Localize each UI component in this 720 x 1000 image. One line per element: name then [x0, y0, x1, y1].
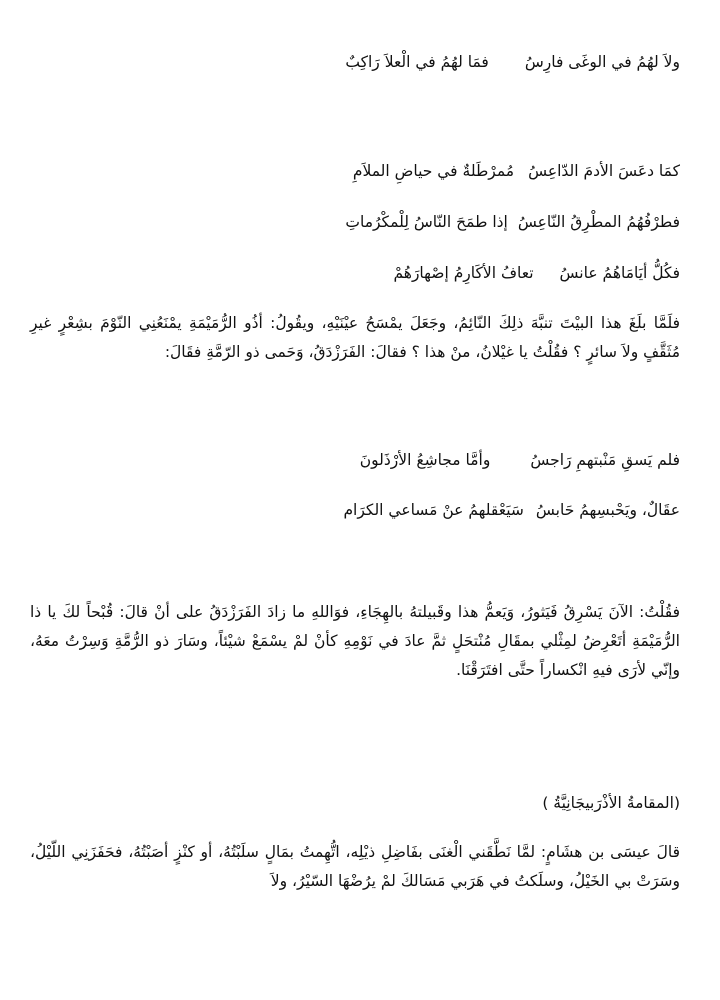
verse-first-hemistich: مُمرْطَلةٌ في حياضِ الملاَمِ	[352, 162, 515, 180]
paragraph: قالَ عيسَى بن هشَامٍ: لمَّا نَطَّقَني الْغنَى بفَاضِلِ ذيْلِه، اتُّهِمتُ بمَالٍ سلَبْتُهُ، أو كنْزٍ أصَبْتُهُ، فحَفَزَنِي اللّيْلُ، وسَرَتْ بي الخَيْلُ، وسلَكتُ في هَرَبي مَسَالكَ لمْ يرُضْهَا السّيْرُ، ولاَ	[30, 843, 680, 890]
verse-first-hemistich: سَيَعْقلهمُ عنْ مَساعي الكرَام	[343, 501, 524, 519]
verse-second-hemistich: فطرْفُهُمُ المطْرِقُ النّاعِسُ	[517, 213, 680, 231]
verse-line	[343, 499, 680, 521]
paragraph: فقُلْتُ: الآنَ يَسْرِقُ فَيَثورُ، وَيَعمُّ هذا وقَبيلتهُ بالهِجَاءِ، فوَاللهِ ما زادَ الفَرَزْدَقُ على أنْ قالَ: قُبْحاً لكَ يا ذا الرُّمَيْمَةِ أتَعْرِضُ لمِثْلي بمقَالِ مُنْتحَلٍ ثمَّ عادَ في نَوْمِهِ كأنْ لمْ يسْمَعْ شيْئاً، وسَارَ ذو الرُّمَّةِ وَسِرْتُ معَهُ، وإنّي لأرَى فيهِ انْكساراً حتَّى افتَرَقْنَا.	[30, 603, 680, 679]
verse-first-hemistich: وأمَّا مجاشِعُ الأرْذَلونَ	[359, 451, 491, 469]
verse-first-hemistich: تعافُ الأكَارِمُ إصْهارَهُمْ	[393, 264, 534, 282]
verse-first-hemistich: إذا طمَحَ النّاسُ لِلْمكْرُماتِ	[345, 213, 508, 231]
verse-line	[345, 211, 680, 233]
verse-line	[393, 262, 680, 284]
verse-second-hemistich: فكُلُّ أيَامَاهُمُ عانسُ	[559, 264, 680, 282]
verse-line	[345, 51, 680, 73]
verse-second-hemistich: كمَا دعَسَ الأدمَ الدّاعِسُ	[528, 162, 680, 180]
verse-second-hemistich: ولاَ لهُمُ في الوغَى فارِسُ	[524, 53, 680, 71]
verse-line	[360, 449, 680, 471]
verse-second-hemistich: فلم يَسقِ مَنْبتهمِ رَاجسُ	[530, 451, 680, 469]
verse-line	[353, 160, 680, 182]
verse-first-hemistich: فمَا لهُمُ في الْعلاَ رَاكِبٌ	[345, 53, 489, 71]
paragraph: فلَمَّا بلَغَ هذا البيْتَ تنبَّهَ ذلِكَ النّائِمُ، وجَعَلَ يمْسَحُ عيْنَيْهِ، ويقُولُ: أذُو الرُّمَيْمَةِ يمْنَعُنِي النّوْمَ بشِعْرٍ غيرِ مُثَقَّفٍ ولاَ سائرٍ ؟ فقُلْتُ يا غيْلانُ، منْ هذا ؟ فقالَ: الفَرَزْدَقُ، وَحَمى ذو الرّمَّةِ فقَالَ:	[30, 314, 680, 361]
verse-second-hemistich: عقَالٌ، ويَحْبسِهمُ حَابسُ	[535, 501, 680, 519]
section-heading: (المقامةُ الأذْرَبيجَانِيَّةُ )	[542, 794, 680, 812]
